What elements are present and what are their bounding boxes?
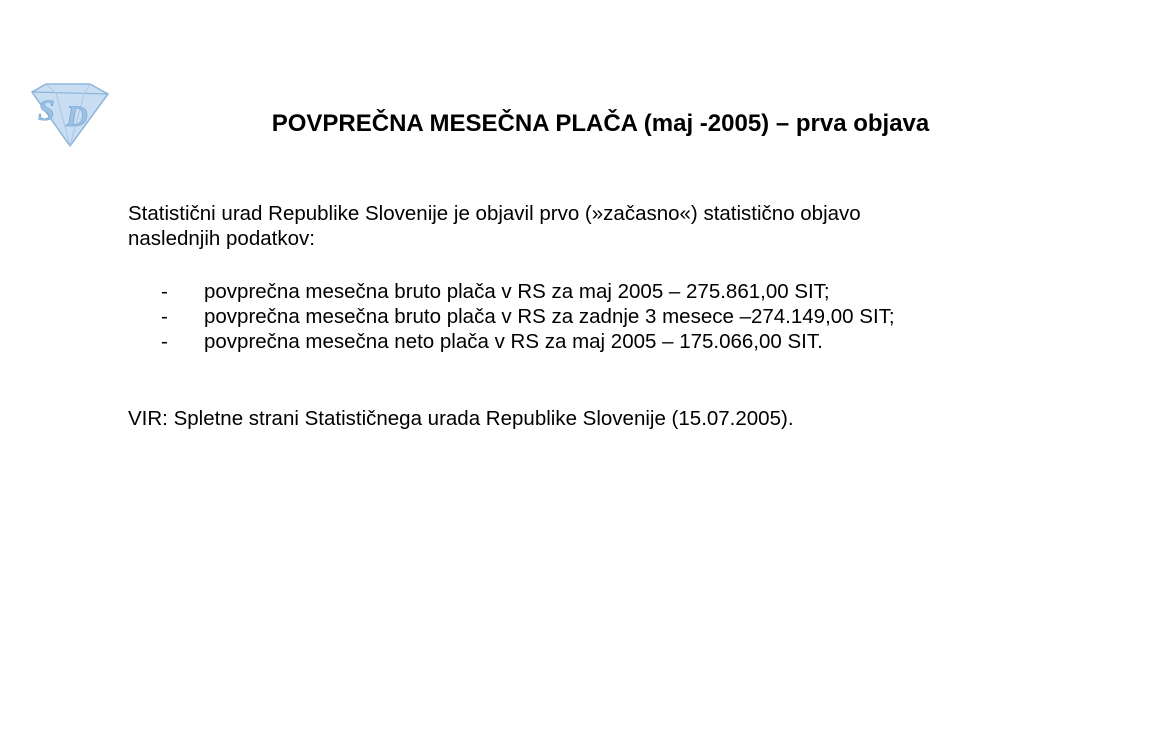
bullet-dash: - <box>161 280 168 303</box>
bullet-dash: - <box>161 305 168 328</box>
intro-paragraph <box>128 201 1088 251</box>
bullet-dash: - <box>161 330 168 353</box>
list-item <box>128 329 895 354</box>
document-title: POVPREČNA MESEČNA PLAČA (maj -2005) – prva objava <box>271 110 930 137</box>
list-item <box>128 304 895 329</box>
source-note: VIR: Spletne strani Statističnega urada Republike Slovenije (15.07.2005). <box>128 407 794 430</box>
list-item <box>128 279 895 304</box>
svg-text:D: D <box>66 100 88 133</box>
intro-line: naslednjih podatkov: <box>128 227 315 250</box>
intro-line: Statistični urad Republike Slovenije je objavil prvo (»začasno«) statistično objavo <box>128 202 861 225</box>
list-item-text: povprečna mesečna bruto plača v RS za zadnje 3 mesece –274.149,00 SIT; <box>204 305 895 328</box>
svg-text:S: S <box>38 94 55 127</box>
data-list <box>128 279 895 354</box>
list-item-text: povprečna mesečna bruto plača v RS za maj 2005 – 275.861,00 SIT; <box>204 280 830 303</box>
list-item-text: povprečna mesečna neto plača v RS za maj 2005 – 175.066,00 SIT. <box>204 330 823 353</box>
